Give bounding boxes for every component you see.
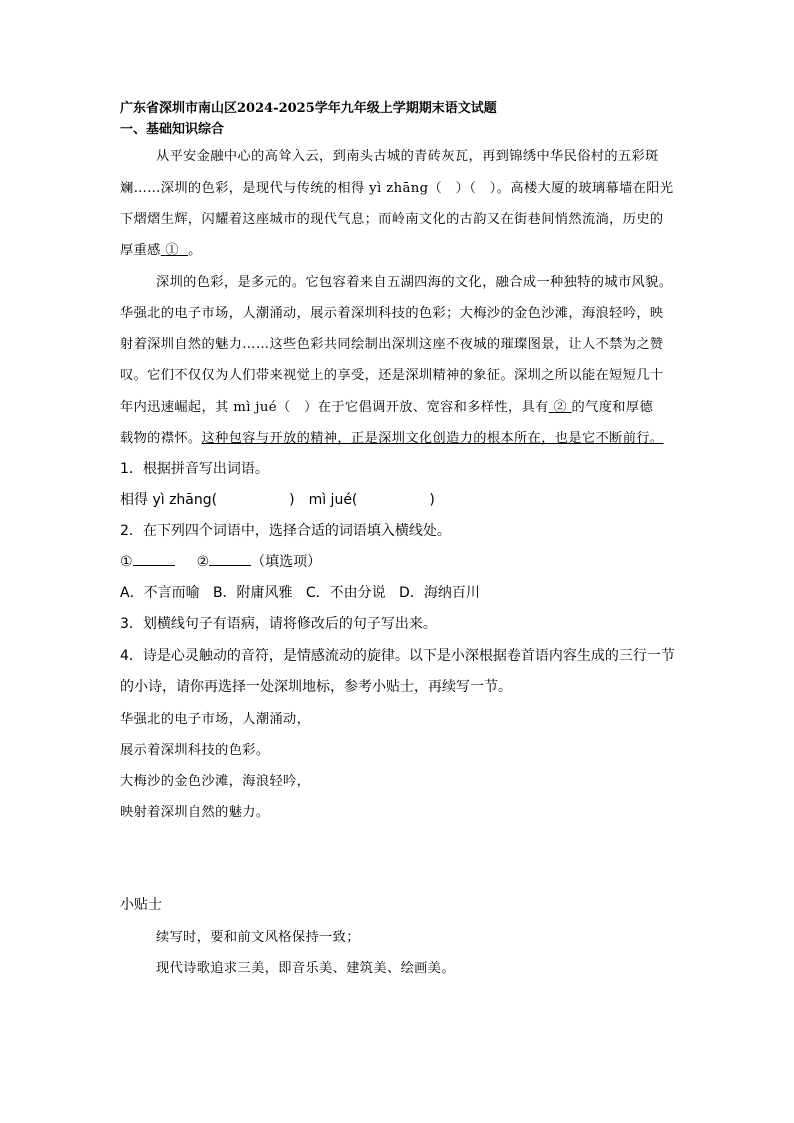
passage-line bbox=[120, 427, 664, 446]
poem-line: 映射着深圳自然的魅力。 bbox=[120, 805, 270, 820]
passage-line: 从平安金融中心的高耸入云，到南头古城的青砖灰瓦，再到锦绣中华民俗村的五彩斑 bbox=[156, 149, 659, 164]
passage-line bbox=[120, 239, 202, 258]
passage-line: 华强北的电子市场，人潮涌动，展示着深圳科技的色彩；大梅沙的金色沙滩，海浪轻吟，映 bbox=[120, 306, 664, 321]
answer-a-label: 相得 yì zhāng( bbox=[120, 492, 218, 508]
passage-text: 厚重感 bbox=[120, 243, 161, 258]
tips-title: 小贴士 bbox=[120, 897, 162, 913]
blank-2-marker: ② bbox=[553, 400, 567, 415]
option-d[interactable]: D．海纳百川 bbox=[399, 585, 480, 601]
question-3-prompt: 3．划横线句子有语病，请将修改后的句子写出来。 bbox=[120, 616, 437, 632]
question-2-options bbox=[120, 582, 480, 602]
passage-text: 的气度和厚德 bbox=[571, 400, 654, 415]
blank-1-marker: ① bbox=[165, 243, 179, 258]
blank-2-field[interactable] bbox=[209, 551, 251, 566]
option-a[interactable]: A．不言而喻 bbox=[120, 585, 200, 601]
passage-line: 叹。它们不仅仅为人们带来视觉上的享受，还是深圳精神的象征。深圳之所以能在短短几十 bbox=[120, 368, 664, 383]
passage-line: 深圳的色彩，是多元的。它包容着来自五湖四海的文化，融合成一种独特的城市风貌。 bbox=[156, 275, 673, 290]
page-title: 广东省深圳市南山区2024-2025学年九年级上学期期末语文试题 bbox=[120, 101, 497, 116]
passage-line: 斓……深圳的色彩，是现代与传统的相得 yì zhāng（ ）（ ）。高楼大厦的玻璃幕墙在阳光 bbox=[120, 181, 674, 196]
question-2-prompt: 2．在下列四个词语中，选择合适的词语填入横线处。 bbox=[120, 523, 451, 539]
poem-line: 展示着深圳科技的色彩。 bbox=[120, 743, 270, 758]
fill-note: （填选项） bbox=[251, 554, 322, 570]
blank-1-field[interactable] bbox=[133, 551, 175, 566]
question-4-prompt: 4．诗是心灵触动的音符，是情感流动的旋律。以下是小深根据卷首语内容生成的三行一节 bbox=[120, 648, 675, 664]
underlined-sentence: 这种包容与开放的精神，正是深圳文化创造力的根本所在，也是它不断前行。 bbox=[201, 431, 664, 446]
poem-line: 华强北的电子市场，人潮涌动， bbox=[120, 712, 311, 727]
section-heading: 一、基础知识综合 bbox=[120, 122, 225, 137]
passage-text: 载物的襟怀。 bbox=[120, 431, 202, 446]
question-2-blanks: ① ② （填选项） bbox=[120, 551, 321, 571]
option-b[interactable]: B．附庸风雅 bbox=[212, 585, 293, 601]
passage-text: 年内迅速崛起，其 mì jué（ ）在于它倡调开放、宽容和多样性，具有 bbox=[120, 400, 549, 415]
question-1-prompt: 1．根据拼音写出词语。 bbox=[120, 461, 269, 477]
passage-text: 。 bbox=[188, 243, 202, 258]
passage-line bbox=[120, 396, 653, 415]
tip-line: 续写时，要和前文风格保持一致； bbox=[156, 930, 360, 945]
question-4-prompt: 的小诗，请你再选择一处深圳地标，参考小贴士，再续写一节。 bbox=[120, 679, 512, 695]
answer-b-label: mì jué( bbox=[308, 492, 358, 508]
option-c[interactable]: C．不由分说 bbox=[305, 585, 386, 601]
passage-line: 下熠熠生辉，闪耀着这座城市的现代气息；而岭南文化的古韵又在街巷间悄然流淌，历史的 bbox=[120, 212, 664, 227]
tip-line: 现代诗歌追求三美，即音乐美、建筑美、绘画美。 bbox=[156, 961, 455, 976]
passage-line: 射着深圳自然的魅力……这些色彩共同绘制出深圳这座不夜城的璀璨图景，让人不禁为之赞 bbox=[120, 337, 664, 352]
poem-line: 大梅沙的金色沙滩，海浪轻吟， bbox=[120, 774, 311, 789]
question-1-answers: 相得 yì zhāng( ) mì jué( ) bbox=[120, 492, 435, 508]
